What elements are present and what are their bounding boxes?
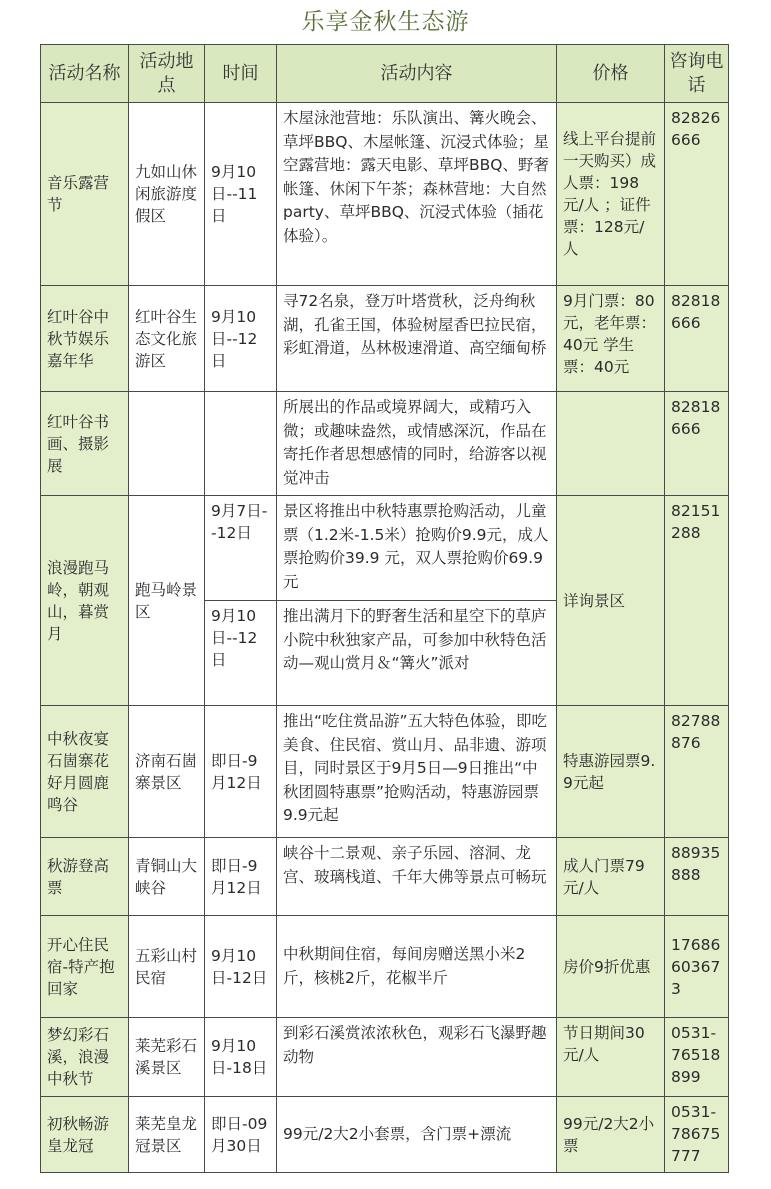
activity-time: 9月10日-12日	[205, 916, 277, 1018]
activity-phone: 82818666	[665, 286, 729, 392]
activity-place: 莱芜皇龙冠景区	[129, 1097, 205, 1173]
activity-time: 即日-09月30日	[205, 1097, 277, 1173]
activity-time: 9月10日--11日	[205, 103, 277, 286]
activity-phone: 82826666	[665, 103, 729, 286]
activity-name: 开心住民宿-特产抱回家	[41, 916, 129, 1018]
table-row	[41, 706, 729, 838]
activity-name: 红叶谷中秋节娱乐嘉年华	[41, 286, 129, 392]
activity-time	[205, 392, 277, 496]
activity-phone: 0531-78675777	[665, 1097, 729, 1173]
activity-price: 9月门票：80元，老年票：40元 学生票：40元	[557, 286, 665, 392]
activity-name: 梦幻彩石溪，浪漫中秋节	[41, 1018, 129, 1097]
activity-time: 9月10日-18日	[205, 1018, 277, 1097]
activity-price: 99元/2大2小票	[557, 1097, 665, 1173]
activity-place: 五彩山村民宿	[129, 916, 205, 1018]
table-row	[41, 103, 729, 286]
table-row	[41, 1097, 729, 1173]
activity-time: 即日-9月12日	[205, 838, 277, 916]
activity-table	[40, 44, 729, 1173]
activity-content: 99元/2大2小套票，含门票+漂流	[277, 1097, 557, 1173]
activity-place: 红叶谷生态文化旅游区	[129, 286, 205, 392]
header-time: 时间	[205, 45, 277, 103]
activity-price	[557, 392, 665, 496]
activity-phone: 82788876	[665, 706, 729, 838]
table-row	[41, 916, 729, 1018]
activity-time: 9月10日--12日	[205, 601, 277, 706]
activity-phone: 0531-76518899	[665, 1018, 729, 1097]
header-phone: 咨询电话	[665, 45, 729, 103]
activity-content: 推出“吃住赏品游”五大特色体验，即吃美食、住民宿、赏山月、品非遗、游项目，同时景区于9月5日—9日推出“中秋团圆特惠票”抢购活动，特惠游园票9.9元起	[277, 706, 557, 838]
activity-content: 寻72名泉，登万叶塔赏秋，泛舟绚秋湖，孔雀王国，体验树屋香巴拉民宿，彩虹滑道，丛林极速滑道、高空缅甸桥	[277, 286, 557, 392]
header-place: 活动地点	[129, 45, 205, 103]
activity-content: 景区将推出中秋特惠票抢购活动，儿童票（1.2米-1.5米）抢购价9.9元，成人票抢购价39.9 元，双人票抢购价69.9元	[277, 496, 557, 601]
activity-price: 详询景区	[557, 496, 665, 706]
table-row	[41, 392, 729, 496]
header-price: 价格	[557, 45, 665, 103]
table-row	[41, 838, 729, 916]
header-content: 活动内容	[277, 45, 557, 103]
activity-content: 所展出的作品或境界阔大，或精巧入微；或趣味盎然，或情感深沉，作品在寄托作者思想感情的同时，给游客以视觉冲击	[277, 392, 557, 496]
activity-content: 木屋泳池营地：乐队演出、篝火晚会、草坪BBQ、木屋帐篷、沉浸式体验；星空露营地：露天电影、草坪BBQ、野奢帐篷、休闲下午茶；森林营地：大自然party、草坪BBQ、沉浸式体验（插花体验）。	[277, 103, 557, 286]
activity-name: 秋游登高票	[41, 838, 129, 916]
activity-phone: 88935888	[665, 838, 729, 916]
activity-name: 浪漫跑马岭，朝观山，暮赏月	[41, 496, 129, 706]
activity-price: 线上平台提前一天购买）成人票：198元/人 ；证件票：128元/人	[557, 103, 665, 286]
activity-place	[129, 392, 205, 496]
table-row	[41, 1018, 729, 1097]
activity-time: 9月10日--12日	[205, 286, 277, 392]
table-row	[41, 496, 729, 601]
activity-content: 推出满月下的野奢生活和星空下的草庐小院中秋独家产品，可参加中秋特色活动—观山赏月＆“篝火”派对	[277, 601, 557, 706]
activity-content: 到彩石溪赏浓浓秋色，观彩石飞瀑野趣动物	[277, 1018, 557, 1097]
activity-place: 济南石崮寨景区	[129, 706, 205, 838]
activity-phone: 82818666	[665, 392, 729, 496]
activity-content: 峡谷十二景观、亲子乐园、溶洞、龙宫、玻璃栈道、千年大佛等景点可畅玩	[277, 838, 557, 916]
activity-name: 初秋畅游皇龙冠	[41, 1097, 129, 1173]
activity-place: 青铜山大峡谷	[129, 838, 205, 916]
page-title: 乐享金秋生态游	[301, 9, 470, 35]
activity-place: 跑马岭景区	[129, 496, 205, 706]
activity-time: 9月7日--12日	[205, 496, 277, 601]
activity-name: 中秋夜宴石崮寨花好月圆鹿鸣谷	[41, 706, 129, 838]
header-row	[41, 45, 729, 103]
activity-phone: 17686603673	[665, 916, 729, 1018]
activity-place: 九如山休闲旅游度假区	[129, 103, 205, 286]
header-name: 活动名称	[41, 45, 129, 103]
activity-time: 即日-9月12日	[205, 706, 277, 838]
activity-price: 特惠游园票9.9元起	[557, 706, 665, 838]
activity-price: 节日期间30元/人	[557, 1018, 665, 1097]
activity-content: 中秋期间住宿，每间房赠送黑小米2斤，核桃2斤，花椒半斤	[277, 916, 557, 1018]
activity-place: 莱芜彩石溪景区	[129, 1018, 205, 1097]
activity-price: 成人门票79元/人	[557, 838, 665, 916]
activity-name: 音乐露营节	[41, 103, 129, 286]
activity-name: 红叶谷书画、摄影展	[41, 392, 129, 496]
activity-phone: 82151288	[665, 496, 729, 706]
table-row	[41, 286, 729, 392]
activity-price: 房价9折优惠	[557, 916, 665, 1018]
